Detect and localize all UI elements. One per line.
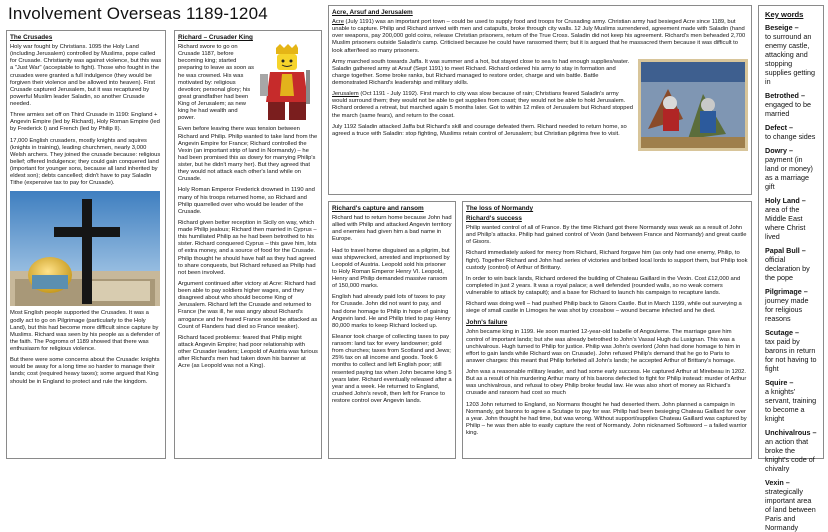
- keyword-entry: [765, 246, 817, 282]
- keyword-definition: journey made for religious reasons: [765, 296, 809, 323]
- normandy-paragraph: John became king in 1199. He soon married 12-year-old Isabelle of Angouleme. The marriage gave him control of important lands; but she was already betrothed to John's Vassal Hugh du Lusignan. This was a unchivalrous. Hugh turned to Philip for justice. Philip was John's overlord (John had done homage to him in effort to gain lands while Richard was on Crusade). John refused Philip's demand that he go to Paris to answer charges: this meant that Philip forfeited all John's lands; he accepted Arthur of Brittany's homage.: [466, 329, 741, 364]
- keywords-list: [765, 23, 817, 532]
- jerusalem-place: Jerusalem: [332, 91, 359, 98]
- keyword-term: Beseige –: [765, 23, 799, 32]
- keyword-definition: a knights' servant, training to become a knight: [765, 387, 817, 423]
- crusades-paragraph: Three armies set off on Third Crusade in 1190: England + Angevin Empire (led by Richard), Holy Roman Empire (led by Frederick I) and French (led by Philip II).: [10, 112, 160, 133]
- capture-paragraph: Had to travel home disguised as a pilgrim, but was shipwrecked, arrested and imprisoned by Leopold of Austria. Leopold sold his prisoner to Holy Roman Emperor Henry VI. Leopold, Henry and Philip demanded massive ransom of 150,000 marks.: [332, 247, 450, 290]
- normandy-paragraph: John was a reasonable military leader, and had some early success. He captured Arthur at Mirebeau in 1202. But as a result of his murdering Arthur many of his barons defected to fight for Philip instead: murder of Arthur was unchivalrous, and refusal to obey Philip broke feudal law. He was also short of money as Richard's crusade and ransom had cost so much: [466, 369, 747, 397]
- keyword-term: Squire –: [765, 378, 794, 387]
- crusades-paragraph: 17,000 English crusaders, mostly knights and squires (knights in training), leading churchmen, nearly 3,000 Welsh archers. They joined the crusade because: religious belief; offered Indulgence; they could gain conquered land (important for younger sons, because all land inherited by eldest son); debts cancelled; didn't have to pay Saladin Tithe (expensive tax to pay for Crusade).: [10, 137, 161, 187]
- keyword-term: Scutage –: [765, 328, 799, 337]
- crusades-paragraph: But there were some concerns about the Crusade: knights would be away for a long time so harder to manage their lands; cost (required heavy taxes); some argued that King should be in England to protect and rule the kingdom.: [10, 357, 160, 385]
- richard-lego-image: [258, 44, 318, 122]
- richard-paragraph: Argument continued after victory at Acre: Richard had been able to pay soldiers higher wages, and they disagreed about who should become King of Jerusalem. Richard left the Crusade and returned to France (he was ill, he was angry about Richard's arrogance and he feared France would be attacked as Count of Flanders had died so France weaker).: [178, 280, 318, 330]
- acre-place: Acre: [332, 19, 344, 25]
- keyword-entry: [765, 23, 817, 86]
- richard-paragraph: Richard faced problems: feared that Philip might attack Angevin Empire; had poor relationship with other Crusader leaders; Leopold of Austria was furious after Richard's men had taken down his banner at Acre (as Leopold was not a King).: [178, 334, 318, 370]
- keyword-term: Defect –: [765, 123, 793, 132]
- keyword-term: Holy Land –: [765, 196, 806, 205]
- acre-text: (July 1191) was an important port town – could be used to supply food and troops for Crusading army. Christian army had besieged Acre since 1189, but unable to capture. Philip and Richard arrived with men and catapults, broke through city walls. 12 July Muslims surrendered, agreement made with Saladin (hand over weapons, pay 200,000 gold coins, release Christian prisoners, return of the True Cross. Saladin did not keep his agreement. Richard's men beheaded 2,700 Muslim prisoners outside Saladin's camp. Criticised because he could have ransomed them; but it is argued that he massacred them because it was difficult to look after/feed so many prisoners.: [332, 19, 746, 54]
- richard-panel: [174, 30, 322, 459]
- capture-heading: Richard's capture and ransom: [332, 205, 424, 212]
- keywords-heading: Key words: [765, 10, 804, 19]
- keyword-definition: to change sides: [765, 132, 816, 141]
- battle-manuscript-image: [638, 59, 748, 151]
- keyword-entry: [765, 328, 817, 373]
- keyword-term: Pilgrimage –: [765, 287, 808, 296]
- crusades-paragraph: Holy war fought by Christians. 1095 the Holy Land (including Jerusalem) controlled by Muslims, pope called for Crusade. Christianity was against violence, but this was a "Just War" (acceptable to fight). Those who fought in the crusades were granted a full indulgence (they would be forgiven their violence and be allowed into heaven). First Crusade captured Jerusalem, but it was recaptured by powerful Muslim leader Saladin, so another Crusade needed.: [10, 44, 162, 107]
- acre-paragraph: July 1192 Saladin attacked Jaffa but Richard's skill and courage defeated them. Richard needed to return home, so agreed a truce with Saladin: stop fighting, Muslims retain control of Jerusalem; but Christian pilgrims free to visit.: [332, 123, 627, 137]
- keyword-definition: payment (in land or money) as a marriage gift: [765, 155, 813, 191]
- keyword-term: Betrothed –: [765, 91, 805, 100]
- keyword-definition: to surround an enemy castle, attacking and stopping supplies getting in: [765, 32, 815, 86]
- keyword-definition: strategically important area of land between Paris and Normandy: [765, 487, 816, 532]
- acre-heading: Acre, Arsuf and Jerusalem: [332, 9, 413, 16]
- normandy-paragraph: 1203 John returned to England, so Normans thought he had deserted them. John planned a campaign in Normandy, got barons to agree a Scutage to pay for war. Philip had been besieging Chateau Gaillard for over a year. John thought he had time, but was wrong. Without support/supplies Chateau Gaillard was captured by Philip – he was then able to easily capture the rest of Normandy. John nicknamed Softsword – a failed warrior king.: [466, 401, 747, 436]
- normandy-panel: [462, 201, 752, 459]
- acre-paragraph: [332, 19, 748, 55]
- capture-panel: [328, 201, 456, 459]
- normandy-paragraph: Richard was doing well – had pushed Philip back to Gisors Castle. But in March 1199, while out surveying a siege of small castle in Limoges he was shot by crossbow – wound became infected and he died.: [466, 301, 742, 315]
- keyword-entry: [765, 123, 817, 141]
- capture-paragraph: Richard had to return home because John had allied with Philip and attacked Angevin territory and enemies had given him a bad name in Europe.: [332, 215, 452, 243]
- keyword-term: Papal Bull –: [765, 246, 806, 255]
- richard-heading: Richard – Crusader King: [178, 34, 253, 41]
- keyword-term: Vexin –: [765, 478, 790, 487]
- capture-paragraph: Eleanor took charge of collecting taxes to pay ransom: land tax for every landowner; gold from churches; taxes from Scotland and Jews; 25% tax on all income and goods. Took 6 months to collect and left English poor; still resented paying tax when John became king 5 years later. Richard eventually released after a year and a week. He returned to England, crushed John's revolt, then left for France to restore control over Angevin lands.: [332, 333, 452, 404]
- keyword-entry: [765, 91, 817, 118]
- keywords-panel: [758, 5, 824, 532]
- normandy-paragraph: Richard immediately asked for mercy from Richard, Richard forgave him (as only had one enemy, Philip, to fight). Together Richard and John had series of victories and bribed local lords to support them, but Philip took custody (control) of Arthur of Brittany.: [466, 250, 748, 271]
- keyword-definition: an action that broke the knight's code of chivalry: [765, 437, 815, 473]
- richard-paragraph: Even before leaving there was tension between Richard and Philip. Philip wanted to take land from the Angevin Empire for France; Richard controlled the Vexin (an important strip of land in Normandy) – he had been promised this as dowry for marrying Philip's sister, but he didn't marry her). But they agreed that they would not attack each other's land while on Crusade.: [178, 126, 318, 183]
- keyword-entry: [765, 428, 817, 473]
- keyword-entry: [765, 478, 817, 532]
- keyword-definition: engaged to be married: [765, 100, 811, 118]
- page-title: Involvement Overseas 1189-1204: [8, 4, 268, 23]
- keyword-definition: tax paid by barons in return for not having to fight: [765, 337, 817, 373]
- keyword-term: Unchivalrous –: [765, 428, 817, 437]
- jerusalem-cross-image: [10, 191, 162, 306]
- keyword-entry: [765, 287, 817, 323]
- crusades-panel: [6, 30, 166, 459]
- normandy-subheading: John's failure: [466, 319, 508, 327]
- jerusalem-text: (Oct 1191 - July 1192). First march to city was slow because of rain; Christians feared Saladin's army would surround them; they would not be able to get supplies from coast; they would not be able to hold Jerusalem. Richard ordered a retreat, but marched again 5 months later. Got to within 12 miles of Jerusalem but Richard stopped the march (same fears), and return to the coast.: [332, 91, 633, 119]
- arsuf-text: Army marched south towards Jaffa. It was summer and a hot, but stayed close to sea to had enough supplies/water. Saladin gathered army at Arsuf (Sept 1191) to meet Richard. Richard ordered his army to stay in formation and charge together. Some broke ranks, but Richard managed to restore order, charge and win battle. Battle demonstrated Richard's leadership and military skills.: [332, 58, 630, 86]
- normandy-paragraph: Philip wanted control of all of France. By the time Richard got there Normandy was weak as a result of John and Philip's attacks. Philip had gained control of Vexin (land between France and Normandy) and great castle of Gisors.: [466, 225, 747, 246]
- normandy-subheading: Richard's success: [466, 215, 522, 222]
- acre-panel: [328, 5, 752, 195]
- keyword-entry: [765, 196, 817, 241]
- keyword-definition: area of the Middle East where Christ lived: [765, 205, 806, 241]
- richard-paragraph: Holy Roman Emperor Frederick drowned in 1190 and many of his troops returned home, so Richard and Philip quarrelled over who would be leader of the Crusade.: [178, 187, 315, 215]
- normandy-paragraph: In order to win back lands, Richard ordered the building of Chateau Gaillard in the Vexin. Cost £12,000 and completed in just 2 years. It was a royal palace; a well defended (rounded walls, so no weak corners vulnerable to attack by catapult); and a base for Richard to launch his campaign to recapture lands.: [466, 275, 741, 296]
- richard-paragraph: Richard swore to go on Crusade 1187, before becoming king; started preparing to leave as soon as he was crowned. His was motivated by: religious devotion; personal glory; his great grandfather had been King of Jerusalem; as new king he had wealth and power.: [178, 44, 255, 122]
- normandy-heading: The loss of Normandy: [466, 205, 534, 212]
- keyword-entry: [765, 378, 817, 423]
- richard-paragraph: Richard given better reception in Sicily on way, which made Philip jealous; Richard then married in Cyprus – this humiliated Philip as he had been betrothed to his sister. Richard conquered Cyprus – this gave him, lots of extra money, and a source of food for the Crusade. Philip thought he should have half as they had agreed to share conquests, but Richard refused as Philip had not been involved.: [178, 219, 317, 276]
- keyword-entry: [765, 146, 817, 191]
- keyword-definition: official declaration by the pope: [765, 255, 810, 282]
- capture-paragraph: English had already paid lots of taxes to pay for Crusade. John did not want to pay, and had done homage to Philip in hope of gaining Angevin land. He and Philip tried to pay Henry 80,000 marks to keep Richard locked up.: [332, 294, 451, 329]
- keyword-term: Dowry –: [765, 146, 793, 155]
- crusades-paragraph: Most English people supported the Crusades. It was a godly act to go on Pilgrimage (particularly to the Holy Land), but this had become more difficult since capture by Muslims. Richard was seen by his people as a defender of the faith. The Pogroms of 1189 showed that there was enthusiasm for religious violence.: [10, 310, 160, 352]
- crusades-heading: The Crusades: [10, 34, 53, 41]
